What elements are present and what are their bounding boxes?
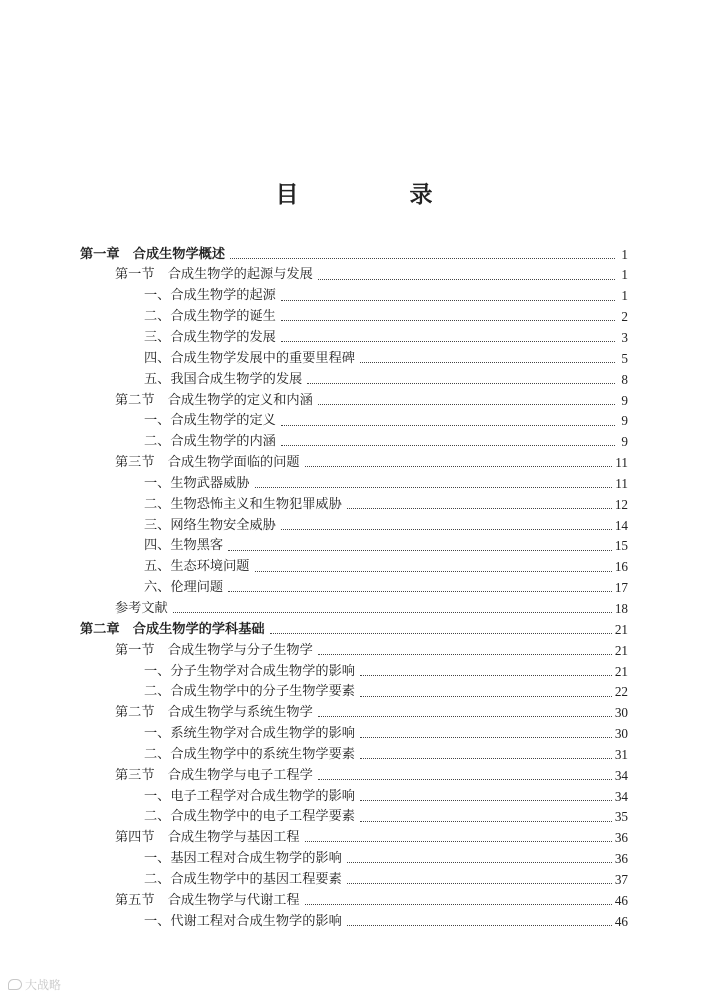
dot-leader — [318, 403, 615, 405]
dot-leader — [281, 424, 615, 426]
toc-subsection[interactable] — [80, 282, 628, 303]
toc-entry-label: 第五节 合成生物学与代谢工程 — [115, 892, 300, 908]
toc-subsection[interactable] — [80, 803, 628, 824]
toc-subsection[interactable] — [80, 740, 628, 761]
dot-leader — [360, 695, 612, 697]
dot-leader — [347, 924, 612, 926]
chat-bubble-icon — [8, 979, 22, 990]
dot-leader — [347, 861, 612, 863]
dot-leader — [318, 778, 612, 780]
toc-section[interactable] — [80, 636, 628, 657]
toc-entry-label: 第四节 合成生物学与基因工程 — [115, 830, 300, 846]
toc-subsection[interactable] — [80, 907, 628, 928]
toc-entry-label: 二、合成生物学的内涵 — [144, 434, 276, 450]
dot-leader — [255, 570, 612, 572]
toc-page-number: 8 — [621, 371, 628, 387]
dot-leader — [347, 507, 612, 509]
toc-entry-label: 二、合成生物学中的基因工程要素 — [144, 871, 342, 887]
toc-subsection[interactable] — [80, 719, 628, 740]
toc-entry-label: 二、合成生物学中的分子生物学要素 — [144, 684, 355, 700]
dot-leader — [318, 278, 615, 280]
toc-page-number: 17 — [614, 580, 628, 596]
dot-leader — [281, 299, 615, 301]
toc-entry-label: 一、基因工程对合成生物学的影响 — [144, 851, 342, 867]
dot-leader — [318, 715, 612, 717]
toc-page-number: 11 — [615, 475, 628, 491]
toc-section[interactable] — [80, 594, 628, 615]
toc-entry-label: 二、合成生物学的诞生 — [144, 309, 276, 325]
toc-entry-label: 一、生物武器威胁 — [144, 475, 250, 491]
toc-subsection[interactable] — [80, 678, 628, 699]
toc-entry-label: 第三节 合成生物学面临的问题 — [115, 455, 300, 471]
toc-subsection[interactable] — [80, 303, 628, 324]
toc-entry-label: 三、合成生物学的发展 — [144, 330, 276, 346]
toc-entry-label: 一、合成生物学的定义 — [144, 413, 276, 429]
toc-subsection[interactable] — [80, 490, 628, 511]
toc-entry-label: 一、代谢工程对合成生物学的影响 — [144, 913, 342, 929]
dot-leader — [281, 444, 615, 446]
toc-section[interactable] — [80, 448, 628, 469]
table-of-contents — [80, 240, 628, 928]
toc-page-number: 2 — [621, 309, 628, 325]
toc-subsection[interactable] — [80, 844, 628, 865]
toc-entry-label: 第一节 合成生物学与分子生物学 — [115, 642, 313, 658]
toc-section[interactable] — [80, 386, 628, 407]
toc-entry-label: 第一章 合成生物学概述 — [80, 246, 226, 262]
watermark — [8, 976, 61, 993]
toc-entry-label: 二、合成生物学中的电子工程学要素 — [144, 809, 355, 825]
dot-leader — [360, 674, 612, 676]
toc-entry-label: 一、系统生物学对合成生物学的影响 — [144, 726, 355, 742]
dot-leader — [281, 340, 615, 342]
dot-leader — [305, 903, 612, 905]
toc-page-number: 30 — [614, 705, 628, 721]
dot-leader — [305, 840, 612, 842]
dot-leader — [173, 611, 612, 613]
dot-leader — [318, 653, 612, 655]
toc-page-number: 16 — [614, 559, 628, 575]
toc-entry-label: 三、网络生物安全威胁 — [144, 517, 276, 533]
toc-entry-label: 一、合成生物学的起源 — [144, 288, 276, 304]
toc-page-number: 14 — [614, 517, 628, 533]
toc-entry-label: 第二章 合成生物学的学科基础 — [80, 621, 265, 637]
dot-leader — [230, 257, 615, 259]
toc-page-number: 22 — [614, 684, 628, 700]
toc-subsection[interactable] — [80, 574, 628, 595]
toc-entry-label: 五、生态环境问题 — [144, 559, 250, 575]
toc-page-number: 21 — [614, 621, 628, 637]
dot-leader — [360, 799, 612, 801]
toc-subsection[interactable] — [80, 323, 628, 344]
toc-subsection[interactable] — [80, 511, 628, 532]
toc-entry-label: 六、伦理问题 — [144, 580, 224, 596]
toc-page-number: 11 — [615, 455, 628, 471]
toc-page-number: 36 — [614, 851, 628, 867]
dot-leader — [228, 590, 612, 592]
dot-leader — [347, 882, 612, 884]
dot-leader — [307, 382, 615, 384]
toc-subsection[interactable] — [80, 865, 628, 886]
toc-chapter[interactable] — [80, 615, 628, 636]
toc-entry-label: 二、合成生物学中的系统生物学要素 — [144, 746, 355, 762]
toc-entry-label: 一、分子生物学对合成生物学的影响 — [144, 663, 355, 679]
toc-entry-label: 第二节 合成生物学与系统生物学 — [115, 705, 313, 721]
toc-page-number: 36 — [614, 830, 628, 846]
toc-page-number: 9 — [621, 434, 628, 450]
toc-section[interactable] — [80, 699, 628, 720]
toc-entry-label: 二、生物恐怖主义和生物犯罪威胁 — [144, 496, 342, 512]
toc-subsection[interactable] — [80, 657, 628, 678]
toc-section[interactable] — [80, 761, 628, 782]
toc-page-number: 5 — [621, 350, 628, 366]
toc-page-number: 9 — [621, 413, 628, 429]
toc-subsection[interactable] — [80, 532, 628, 553]
toc-subsection[interactable] — [80, 365, 628, 386]
toc-page-number: 9 — [621, 392, 628, 408]
toc-section[interactable] — [80, 824, 628, 845]
toc-page-number: 18 — [614, 600, 628, 616]
toc-page-number: 31 — [614, 746, 628, 762]
dot-leader — [228, 549, 612, 551]
toc-page-number: 3 — [621, 330, 628, 346]
toc-entry-label: 四、生物黑客 — [144, 538, 224, 554]
toc-page-number: 34 — [614, 788, 628, 804]
toc-page-number: 46 — [614, 892, 628, 908]
toc-subsection[interactable] — [80, 344, 628, 365]
toc-entry-label: 第二节 合成生物学的定义和内涵 — [115, 392, 313, 408]
toc-page-number: 46 — [614, 913, 628, 929]
dot-leader — [255, 486, 613, 488]
dot-leader — [360, 757, 612, 759]
toc-subsection[interactable] — [80, 553, 628, 574]
toc-page-number: 35 — [614, 809, 628, 825]
dot-leader — [360, 820, 612, 822]
dot-leader — [305, 465, 613, 467]
toc-page-number: 1 — [621, 288, 628, 304]
toc-subsection[interactable] — [80, 469, 628, 490]
toc-section[interactable] — [80, 886, 628, 907]
toc-chapter[interactable] — [80, 240, 628, 261]
toc-subsection[interactable] — [80, 407, 628, 428]
toc-entry-label: 五、我国合成生物学的发展 — [144, 371, 303, 387]
toc-entry-label: 一、电子工程学对合成生物学的影响 — [144, 788, 355, 804]
toc-subsection[interactable] — [80, 782, 628, 803]
toc-page-number: 1 — [621, 246, 628, 262]
dot-leader — [281, 528, 612, 530]
toc-entry-label: 第一节 合成生物学的起源与发展 — [115, 267, 313, 283]
watermark-text: 大战略 — [25, 978, 62, 992]
toc-page-number: 1 — [621, 267, 628, 283]
toc-page-number: 12 — [614, 496, 628, 512]
toc-entry-label: 第三节 合成生物学与电子工程学 — [115, 767, 313, 783]
toc-entry-label: 参考文献 — [115, 600, 168, 616]
dot-leader — [360, 361, 615, 363]
page-title: 目 录 — [275, 181, 477, 208]
dot-leader — [270, 632, 612, 634]
toc-page-number: 34 — [614, 767, 628, 783]
dot-leader — [281, 319, 615, 321]
toc-page-number: 21 — [614, 663, 628, 679]
toc-page-number: 37 — [614, 871, 628, 887]
toc-page-number: 15 — [614, 538, 628, 554]
toc-section[interactable] — [80, 261, 628, 282]
toc-page-number: 21 — [614, 642, 628, 658]
dot-leader — [360, 736, 612, 738]
toc-page-number: 30 — [614, 726, 628, 742]
toc-entry-label: 四、合成生物学发展中的重要里程碑 — [144, 350, 355, 366]
toc-subsection[interactable] — [80, 428, 628, 449]
